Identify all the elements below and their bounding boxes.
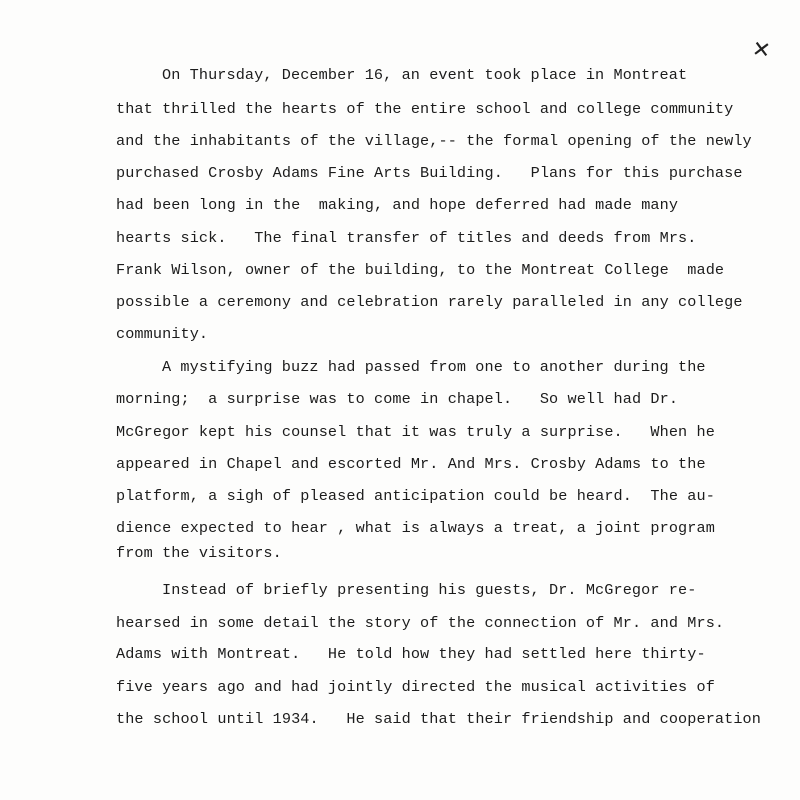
corner-x-mark: ✕ bbox=[750, 36, 773, 65]
text-line: appeared in Chapel and escorted Mr. And Mrs. Crosby Adams to the bbox=[116, 455, 706, 473]
text-line: platform, a sigh of pleased anticipation could be heard. The au- bbox=[116, 487, 715, 505]
text-line: hearsed in some detail the story of the connection of Mr. and Mrs. bbox=[116, 614, 725, 632]
text-line: A mystifying buzz had passed from one to another during the bbox=[162, 358, 706, 376]
text-line: McGregor kept his counsel that it was truly a surprise. When he bbox=[116, 423, 715, 441]
text-line: Instead of briefly presenting his guests, Dr. McGregor re- bbox=[162, 581, 697, 599]
text-line: Adams with Montreat. He told how they had settled here thirty- bbox=[116, 645, 706, 663]
text-line: dience expected to hear , what is always a treat, a joint program bbox=[116, 519, 715, 537]
text-line: and the inhabitants of the village,-- the formal opening of the newly bbox=[116, 132, 752, 150]
text-line: Frank Wilson, owner of the building, to the Montreat College made bbox=[116, 261, 725, 279]
text-line: community. bbox=[116, 325, 209, 343]
text-line: had been long in the making, and hope deferred had made many bbox=[116, 196, 679, 214]
text-line: morning; a surprise was to come in chapel. So well had Dr. bbox=[116, 390, 679, 408]
text-line: that thrilled the hearts of the entire school and college community bbox=[116, 100, 734, 118]
text-line: possible a ceremony and celebration rarely paralleled in any college bbox=[116, 293, 743, 311]
text-line: On Thursday, December 16, an event took place in Montreat bbox=[162, 66, 688, 84]
text-line: the school until 1934. He said that their friendship and cooperation bbox=[116, 710, 761, 728]
text-line: purchased Crosby Adams Fine Arts Building. Plans for this purchase bbox=[116, 164, 743, 182]
text-line: five years ago and had jointly directed the musical activities of bbox=[116, 678, 715, 696]
text-line: from the visitors. bbox=[116, 544, 282, 562]
text-line: hearts sick. The final transfer of titles and deeds from Mrs. bbox=[116, 229, 697, 247]
